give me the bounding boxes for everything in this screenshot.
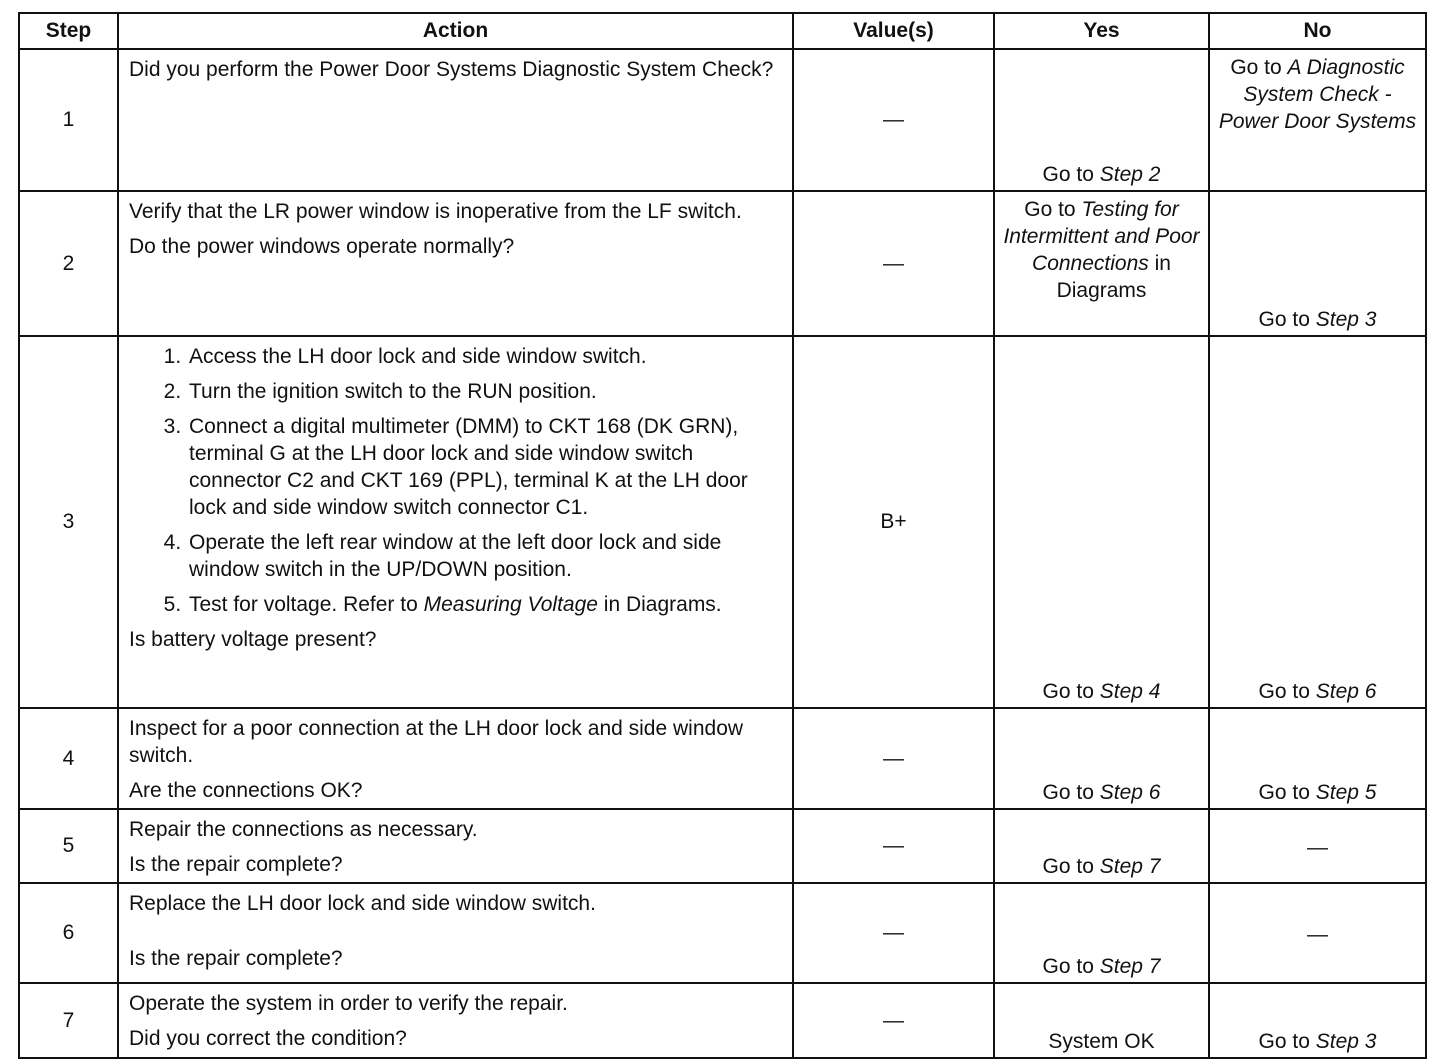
procedure-step: 1. Access the LH door lock and side window switch. [187, 343, 782, 370]
table-row-step-1 [19, 49, 1426, 191]
no-cell [1209, 708, 1426, 809]
action-question: Do the power windows operate normally? [129, 235, 515, 258]
action-cell [118, 708, 793, 809]
action-text: Verify that the LR power window is inoperative from the LF switch. [129, 200, 742, 223]
value-cell: — [793, 708, 994, 809]
step-number: 6 [19, 883, 118, 983]
procedure-step: 4. Operate the left rear window at the left door lock and side window switch in the UP/DOWN position. [187, 529, 782, 583]
table-row-step-3 [19, 336, 1426, 708]
yes-link-step-7[interactable]: Step 7 [1099, 855, 1161, 878]
no-link-step-6[interactable]: Step 6 [1315, 680, 1377, 703]
procedure-step: 3. Connect a digital multimeter (DMM) to CKT 168 (DK GRN), terminal G at the LH door lock and side window switch connector C2 and CKT 169 (PPL), terminal K at the LH door lock and side window switch connector C1. [187, 413, 782, 521]
procedure-step-suffix: in Diagrams. [597, 593, 722, 616]
table-row-step-7 [19, 983, 1426, 1058]
step-number: 1 [19, 49, 118, 191]
yes-prefix: Go to [1042, 955, 1100, 978]
yes-cell [994, 883, 1209, 983]
table-row-step-5 [19, 809, 1426, 883]
yes-prefix: Go to [1042, 855, 1100, 878]
header-yes: Yes [994, 13, 1209, 49]
step-number: 3 [19, 336, 118, 708]
action-question: Is the repair complete? [129, 853, 343, 876]
action-text: Did you perform the Power Door Systems Diagnostic System Check? [129, 58, 774, 81]
step-number: 5 [19, 809, 118, 883]
no-cell [1209, 191, 1426, 336]
action-text: Inspect for a poor connection at the LH door lock and side window switch. [129, 717, 744, 767]
value-cell: — [793, 883, 994, 983]
action-cell [118, 883, 793, 983]
procedure-step-text: Test for voltage. Refer to [189, 593, 424, 616]
procedure-list [129, 343, 782, 618]
value-cell: B+ [793, 336, 994, 708]
yes-link-step-2[interactable]: Step 2 [1099, 163, 1161, 186]
action-text: Operate the system in order to verify the repair. [129, 992, 568, 1015]
yes-cell [994, 49, 1209, 191]
procedure-step [187, 591, 782, 618]
diagnostic-table [18, 12, 1427, 1059]
yes-prefix: Go to [1042, 163, 1100, 186]
action-question: Did you correct the condition? [129, 1027, 407, 1050]
value-cell: — [793, 191, 994, 336]
action-text: Replace the LH door lock and side window switch. [129, 892, 596, 915]
header-step: Step [19, 13, 118, 49]
no-cell: — [1209, 809, 1426, 883]
no-prefix: Go to [1258, 1030, 1316, 1053]
action-cell [118, 336, 793, 708]
step-number: 4 [19, 708, 118, 809]
header-action: Action [118, 13, 793, 49]
no-cell [1209, 49, 1426, 191]
action-cell [118, 983, 793, 1058]
no-prefix: Go to [1258, 680, 1316, 703]
procedure-step: 2. Turn the ignition switch to the RUN position. [187, 378, 782, 405]
step-number: 2 [19, 191, 118, 336]
yes-cell [994, 336, 1209, 708]
value-cell: — [793, 49, 994, 191]
yes-prefix: Go to [1042, 781, 1100, 804]
no-prefix: Go to [1258, 308, 1316, 331]
table-row-step-4 [19, 708, 1426, 809]
step-number: 7 [19, 983, 118, 1058]
action-text: Repair the connections as necessary. [129, 818, 478, 841]
action-cell [118, 49, 793, 191]
table-row-step-6 [19, 883, 1426, 983]
yes-link-step-7[interactable]: Step 7 [1099, 955, 1161, 978]
action-question: Is battery voltage present? [129, 628, 377, 651]
action-question: Are the connections OK? [129, 779, 363, 802]
no-prefix: Go to [1258, 781, 1316, 804]
yes-link-step-4[interactable]: Step 4 [1099, 680, 1161, 703]
yes-cell: System OK [994, 983, 1209, 1058]
value-cell: — [793, 983, 994, 1058]
no-prefix: Go to [1230, 56, 1288, 79]
no-link-step-5[interactable]: Step 5 [1315, 781, 1377, 804]
yes-cell [994, 191, 1209, 336]
yes-prefix: Go to [1042, 680, 1100, 703]
no-link-diagnostic-system-check[interactable]: A Diagnostic System Check - Power Door Systems [1218, 56, 1417, 133]
yes-prefix: Go to [1024, 198, 1082, 221]
action-cell [118, 809, 793, 883]
yes-link-step-6[interactable]: Step 6 [1099, 781, 1161, 804]
yes-cell [994, 708, 1209, 809]
yes-cell [994, 809, 1209, 883]
no-link-step-3[interactable]: Step 3 [1315, 308, 1377, 331]
action-question: Is the repair complete? [129, 947, 343, 970]
no-link-step-3[interactable]: Step 3 [1315, 1030, 1377, 1053]
measuring-voltage-link[interactable]: Measuring Voltage [423, 593, 598, 616]
header-row [19, 13, 1426, 49]
no-cell [1209, 983, 1426, 1058]
no-cell [1209, 336, 1426, 708]
yes-link-testing-intermittent[interactable]: Testing for Intermittent and Poor Connections [1003, 198, 1200, 275]
no-cell: — [1209, 883, 1426, 983]
header-no: No [1209, 13, 1426, 49]
action-cell [118, 191, 793, 336]
value-cell: — [793, 809, 994, 883]
table-row-step-2 [19, 191, 1426, 336]
yes-suffix: in Diagrams [1056, 252, 1171, 302]
header-values: Value(s) [793, 13, 994, 49]
